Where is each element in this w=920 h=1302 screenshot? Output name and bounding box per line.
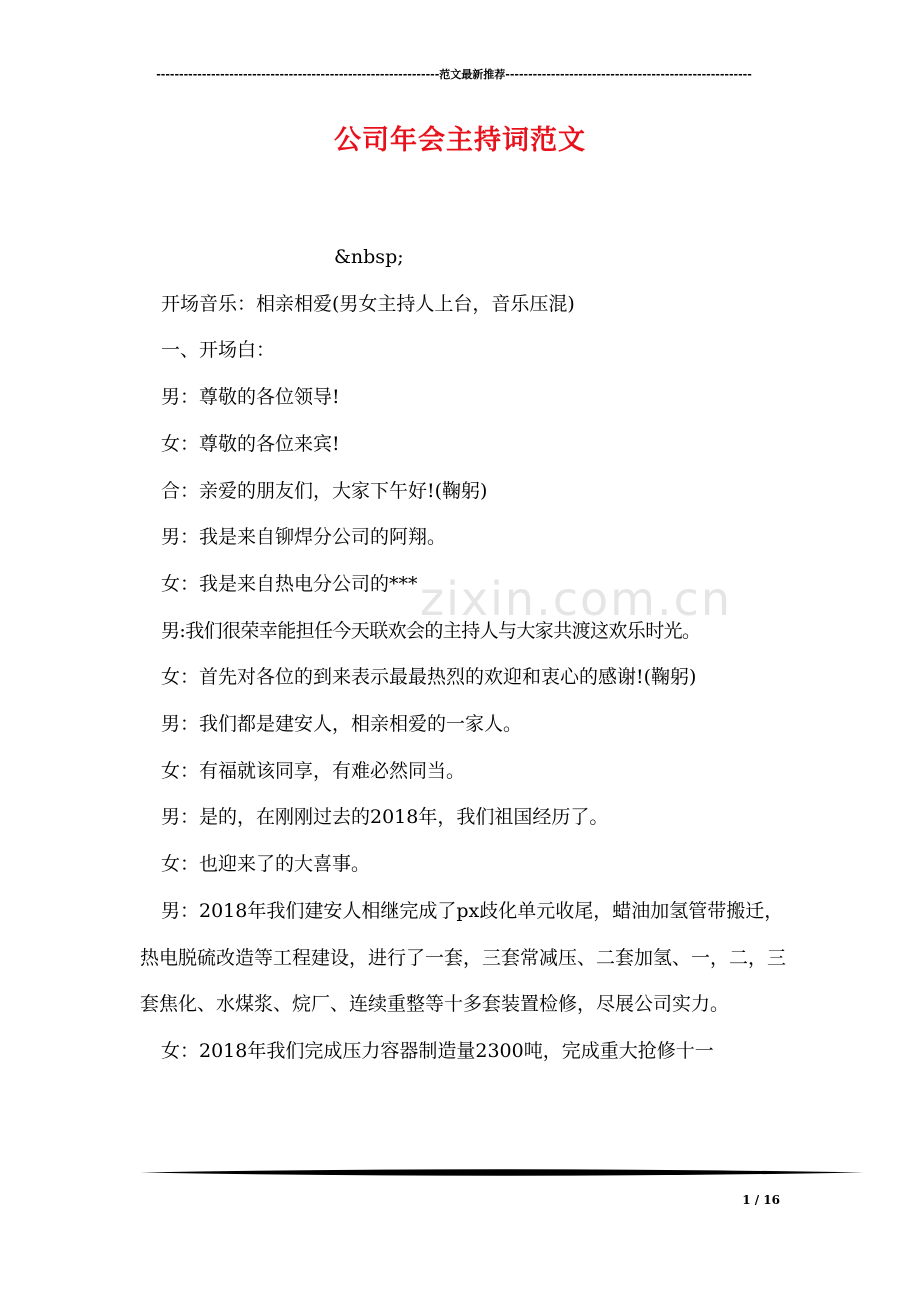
watermark-text: zixin.com.cn xyxy=(420,572,733,626)
paragraph: 男:我们很荣幸能担任今天联欢会的主持人与大家共渡这欢乐时光。 xyxy=(161,619,701,642)
paragraph: 女：2018年我们完成压力容器制造量2300吨，完成重大抢修十一 xyxy=(161,1039,714,1062)
document-body xyxy=(140,234,788,1075)
paragraph: 女：有福就该同享，有难必然同当。 xyxy=(161,759,466,782)
paragraph: 女：尊敬的各位来宾! xyxy=(161,432,340,455)
paragraph: 男：是的，在刚刚过去的2018年，我们祖国经历了。 xyxy=(161,806,609,829)
paragraph: 合：亲爱的朋友们，大家下午好!(鞠躬) xyxy=(161,479,488,502)
paragraph: 开场音乐：相亲相爱(男女主持人上台，音乐压混) xyxy=(161,292,575,315)
footer-divider xyxy=(140,1168,864,1177)
paragraph: &nbsp; xyxy=(334,246,404,268)
paragraph: 女：也迎来了的大喜事。 xyxy=(161,853,371,876)
paragraph: 一、开场白： xyxy=(161,339,276,362)
paragraph: 男：2018年我们建安人相继完成了px歧化单元收尾，蜡油加氢管带搬迁，热电脱硫改造等工程建设，进行了一套，三套常减压、二套加氢、一，二，三套焦化、水煤浆、烷厂、连续重整等十多套装置检修，尽展公司实力。 xyxy=(140,899,787,1016)
paragraph: 男：尊敬的各位领导! xyxy=(161,386,340,409)
paragraph: 女：首先对各位的到来表示最最热烈的欢迎和衷心的感谢!(鞠躬) xyxy=(161,666,697,689)
header-banner: --------------------------------------------------------------范文最新推荐------------------------------------------------------ xyxy=(156,68,752,81)
paragraph: 女：我是来自热电分公司的*** xyxy=(161,572,418,595)
page-number: 1 / 16 xyxy=(742,1193,780,1207)
document-title: 公司年会主持词范文 xyxy=(334,125,586,156)
paragraph: 男：我们都是建安人，相亲相爱的一家人。 xyxy=(161,713,523,736)
paragraph: 男：我是来自铆焊分公司的阿翔。 xyxy=(161,526,447,549)
